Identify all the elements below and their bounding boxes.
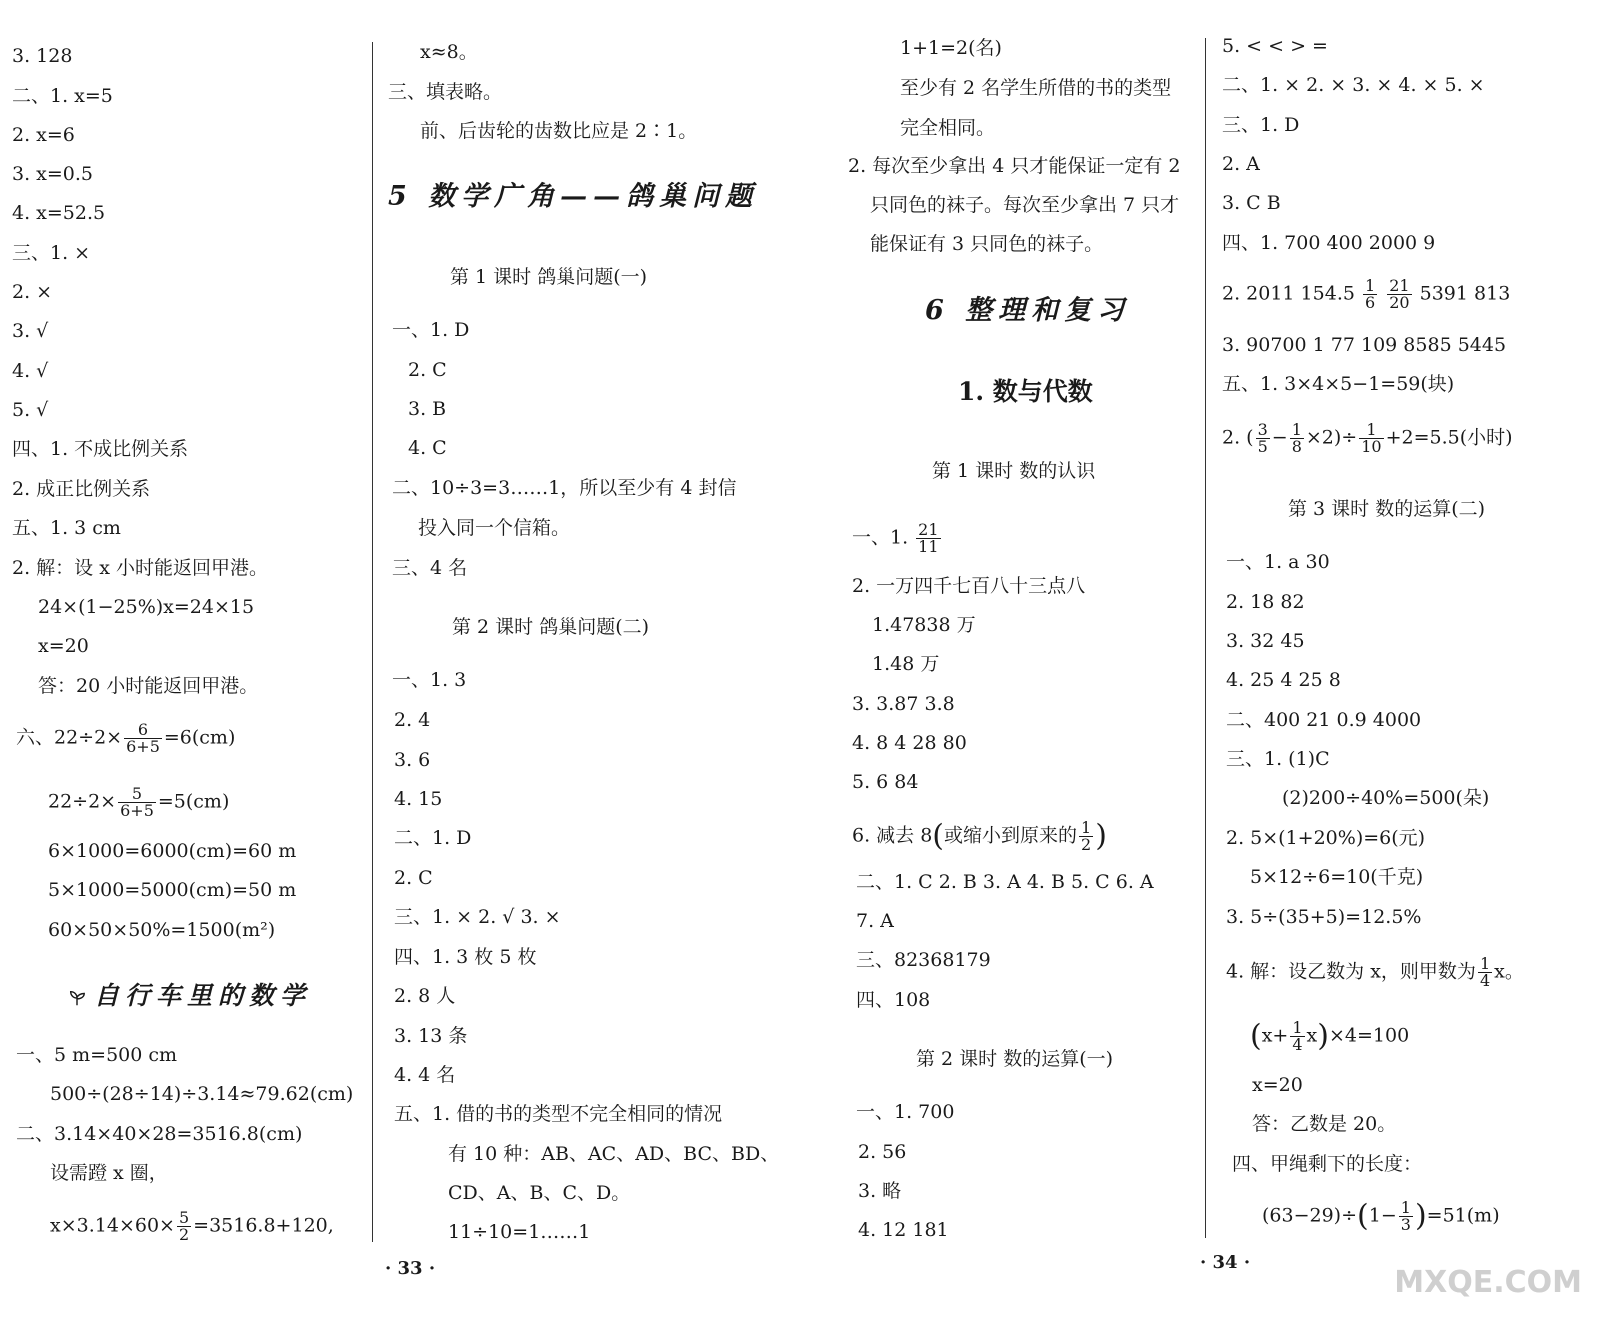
lesson-subheading: 第 3 课时 数的运算(二): [1288, 498, 1486, 520]
answer-line: 3. 5÷(35+5)=12.5%: [1226, 906, 1422, 928]
answer-line: 4. 8 4 28 80: [852, 732, 967, 754]
answer-line: 三、4 名: [392, 557, 468, 579]
answer-line: 一、1. 700: [856, 1101, 955, 1123]
answer-line: x≈8。: [420, 41, 478, 63]
answer-line: 24×(1−25%)x=24×15: [38, 596, 255, 618]
fraction-line: 22÷2× $\frac{5}{6+5}$ =5(cm): [48, 784, 230, 820]
sprout-icon: [68, 989, 86, 1007]
column-divider-1: [372, 42, 373, 1242]
fraction-line: 2. ( $\frac{3}{5}$ − $\frac{1}{8}$ ×2)÷ $\frac{1}{10}$ +2=5.5(小时): [1222, 420, 1513, 456]
answer-line: 能保证有 3 只同色的袜子。: [870, 233, 1104, 255]
lesson-subheading: 第 2 课时 鸽巢问题(二): [452, 616, 650, 638]
answer-line: 2. 成正比例关系: [12, 478, 151, 500]
answer-line: 答：20 小时能返回甲港。: [38, 675, 259, 697]
answer-line: 三、填表略。: [388, 81, 503, 103]
answer-line: 三、1. D: [1222, 114, 1300, 136]
answer-line: 四、1. 3 枚 5 枚: [394, 946, 537, 968]
answer-line: x=20: [38, 635, 89, 657]
answer-line: 4. 15: [394, 788, 443, 810]
answer-line: 3. 128: [12, 45, 73, 67]
answer-line: 2. 4: [394, 709, 431, 731]
answer-line: 二、10÷3=3……1，所以至少有 4 封信: [392, 477, 737, 499]
answer-line: 2. ×: [12, 281, 53, 303]
answer-line: 2. 每次至少拿出 4 只才能保证一定有 2: [848, 155, 1181, 177]
answer-line: 二、1. x=5: [12, 85, 113, 107]
answer-line: 6×1000=6000(cm)=60 m: [48, 840, 297, 862]
answer-line: 2. 18 82: [1226, 591, 1305, 613]
answer-line: 四、1. 不成比例关系: [12, 438, 189, 460]
answer-line: 一、5 m=500 cm: [16, 1044, 178, 1066]
answer-line: 5×1000=5000(cm)=50 m: [48, 879, 297, 901]
answer-line: 3. 6: [394, 749, 431, 771]
page-number-left: · 33 ·: [385, 1258, 436, 1279]
answer-line: 一、1. D: [392, 319, 470, 341]
answer-line: 7. A: [856, 910, 894, 932]
answer-line: 至少有 2 名学生所借的书的类型: [900, 77, 1172, 99]
section-heading: 自行车里的数学: [68, 976, 311, 1012]
answer-line: 3. 32 45: [1226, 630, 1305, 652]
answer-line: 完全相同。: [900, 117, 996, 139]
answer-line: 5. < < > =: [1222, 35, 1328, 57]
answer-line: 3. √: [12, 320, 49, 342]
fraction-line: (x+ $\frac{1}{4}$ x)×4=100: [1250, 1018, 1410, 1054]
answer-line: 3. 90700 1 77 109 8585 5445: [1222, 334, 1507, 356]
answer-line: 3. C B: [1222, 192, 1281, 214]
lesson-subheading: 第 1 课时 数的认识: [932, 460, 1096, 482]
answer-line: 4. 25 4 25 8: [1226, 669, 1341, 691]
chapter-heading: 5 数学广角——鸽巢问题: [388, 181, 759, 212]
answer-line: 4. 4 名: [394, 1064, 456, 1086]
answer-line: 二、3.14×40×28=3516.8(cm): [16, 1123, 303, 1145]
fraction-line: 4. 解：设乙数为 x，则甲数为 $\frac{1}{4}$ x。: [1226, 954, 1524, 990]
answer-line: 5×12÷6=10(千克): [1250, 866, 1424, 888]
answer-line: 4. √: [12, 360, 49, 382]
answer-line: 3. B: [408, 398, 447, 420]
answer-line: 三、1. ×: [12, 242, 91, 264]
answer-line: (2)200÷40%=500(朵): [1282, 787, 1490, 809]
answer-line: 3. 3.87 3.8: [852, 693, 955, 715]
fraction-line: x×3.14×60× $\frac{5}{2}$ =3516.8+120,: [50, 1208, 334, 1244]
answer-line: 三、82368179: [856, 949, 991, 971]
answer-line: 4. 12 181: [858, 1219, 949, 1241]
answer-line: 4. C: [408, 437, 447, 459]
answer-line: 1.47838 万: [872, 614, 976, 636]
answer-line: 三、1. × 2. √ 3. ×: [394, 906, 561, 928]
answer-line: 设需蹬 x 圈，: [50, 1162, 168, 1184]
answer-line: CD、A、B、C、D。: [448, 1182, 631, 1204]
answer-line: 2. 5×(1+20%)=6(元): [1226, 827, 1426, 849]
answer-line: 2. x=6: [12, 124, 75, 146]
answer-line: 二、1. C 2. B 3. A 4. B 5. C 6. A: [856, 871, 1154, 893]
answer-line: 1+1=2(名): [900, 37, 1002, 59]
answer-line: 答：乙数是 20。: [1252, 1113, 1397, 1135]
watermark-logo: MXQE.COM: [1394, 1265, 1582, 1300]
answer-line: 五、1. 借的书的类型不完全相同的情况: [394, 1103, 723, 1125]
answer-line: 2. 一万四千七百八十三点八: [852, 575, 1086, 597]
answer-line: 2. C: [394, 867, 433, 889]
answer-line: 1.48 万: [872, 653, 940, 675]
fraction-line: 6. 减去 8(或缩小到原来的 $\frac{1}{2}$ ): [852, 818, 1107, 854]
answer-line: 四、108: [856, 989, 931, 1011]
answer-line: 五、1. 3 cm: [12, 517, 121, 539]
fraction-line: 一、1. $\frac{21}{11}$: [852, 520, 939, 556]
answer-line: 前、后齿轮的齿数比应是 2∶1。: [420, 120, 698, 142]
answer-line: 5. 6 84: [852, 771, 919, 793]
answer-line: 2. 56: [858, 1141, 907, 1163]
answer-line: 二、1. × 2. × 3. × 4. × 5. ×: [1222, 74, 1485, 96]
answer-line: 二、400 21 0.9 4000: [1226, 709, 1422, 731]
answer-line: 二、1. D: [394, 827, 472, 849]
column-divider-2: [1205, 38, 1206, 1238]
answer-line: 四、1. 700 400 2000 9: [1222, 232, 1436, 254]
chapter-heading: 6 整理和复习: [925, 295, 1131, 326]
answer-line: 五、1. 3×4×5−1=59(块): [1222, 373, 1455, 395]
answer-line: 四、甲绳剩下的长度：: [1232, 1153, 1423, 1175]
fraction-line: 2. 2011 154.5 $\frac{1}{6}$ $\frac{21}{20}$ 5391 813: [1222, 276, 1511, 312]
answer-line: 3. 略: [858, 1180, 902, 1202]
answer-line: 2. A: [1222, 153, 1260, 175]
answer-line: 一、1. 3: [392, 669, 467, 691]
page-number-right: · 34 ·: [1200, 1252, 1251, 1273]
answer-line: 500÷(28÷14)÷3.14≈79.62(cm): [50, 1083, 354, 1105]
answer-line: 3. 13 条: [394, 1025, 468, 1047]
answer-line: 投入同一个信箱。: [418, 517, 571, 539]
fraction-line: 六、22÷2× $\frac{6}{6+5}$ =6(cm): [16, 720, 236, 756]
answer-line: 2. C: [408, 359, 447, 381]
answer-line: 3. x=0.5: [12, 163, 94, 185]
answer-line: 2. 8 人: [394, 985, 456, 1007]
answer-line: 5. √: [12, 399, 49, 421]
answer-line: 11÷10=1……1: [448, 1221, 591, 1243]
answer-line: x=20: [1252, 1074, 1303, 1096]
answer-line: 2. 解：设 x 小时能返回甲港。: [12, 557, 268, 579]
lesson-subheading: 第 1 课时 鸽巢问题(一): [450, 266, 648, 288]
answer-line: 只同色的袜子。每次至少拿出 7 只才: [870, 194, 1180, 216]
section-heading: 1. 数与代数: [958, 377, 1093, 406]
answer-line: 60×50×50%=1500(m²): [48, 919, 276, 941]
answer-line: 三、1. (1)C: [1226, 748, 1330, 770]
fraction-line: (63−29)÷(1− $\frac{1}{3}$ )=51(m): [1262, 1198, 1500, 1234]
answer-line: 一、1. a 30: [1226, 551, 1330, 573]
answer-line: 有 10 种：AB、AC、AD、BC、BD、: [448, 1143, 780, 1165]
lesson-subheading: 第 2 课时 数的运算(一): [916, 1048, 1114, 1070]
answer-line: 4. x=52.5: [12, 202, 106, 224]
